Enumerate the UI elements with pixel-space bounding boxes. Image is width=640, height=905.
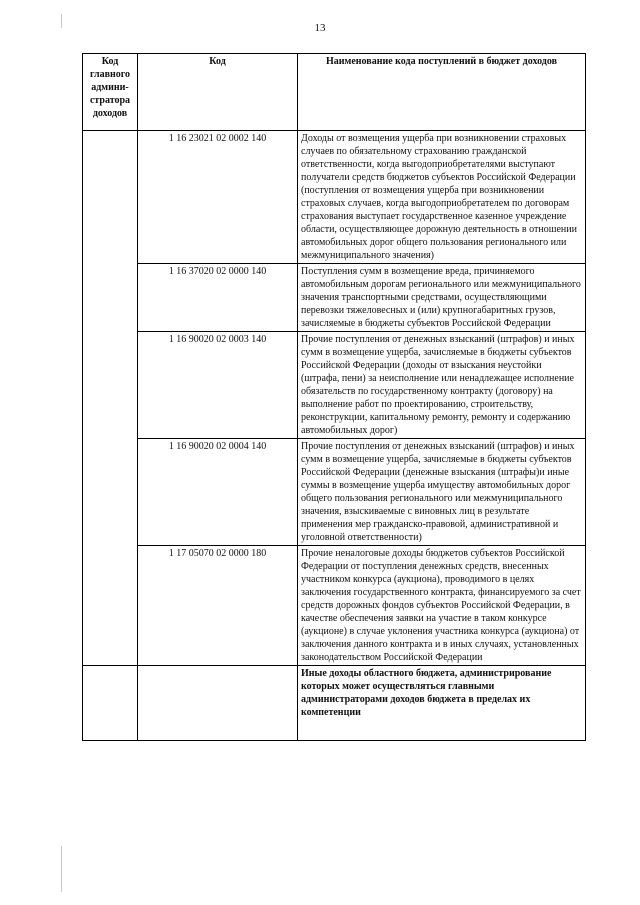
- admin-code-cell: [83, 131, 138, 666]
- page-number: 13: [314, 22, 326, 34]
- header-admin-code: Код главного админи-стратора доходов: [83, 54, 138, 131]
- revenue-name-cell: Поступления сумм в возмещение вреда, причиняемого автомобильным дорогам регионального или межмуниципального значения транспортными средствами, осуществляющими перевозки тяжеловесных и (или) крупногабаритных грузов, зачисляемые в бюджеты субъектов Российской Федерации: [298, 264, 586, 332]
- table-row: [83, 131, 586, 264]
- revenue-name-cell: Прочие неналоговые доходы бюджетов субъектов Российской Федерации от поступления денежных средств, внесенных участником конкурса (аукциона), проводимого в целях заключения государственного контракта, финансируемого за счет средств дорожных фондов субъектов Российской Федерации, в качестве обеспечения заявки на участие в таком конкурсе (аукционе) в случае уклонения участника конкурса (аукциона) от заключения данного контракта и в иных случаях, установленных законодательством Российской Федерации: [298, 546, 586, 666]
- revenue-name-cell: Прочие поступления от денежных взысканий (штрафов) и иных сумм в возмещение ущерба, зачисляемые в бюджеты субъектов Российской Федерации (денежные взыскания (штрафы)и иные суммы в возмещение ущерба имуществу автомобильных дорог общего пользования регионального или межмуниципального значения, взыскиваемые с виновных лиц в результате применения мер гражданско-правовой, административной и уголовной ответственности): [298, 439, 586, 546]
- revenue-code-cell: 1 16 23021 02 0002 140: [138, 131, 298, 264]
- revenue-codes-table: [82, 53, 586, 741]
- table-section-row: [83, 666, 586, 741]
- table-row: [83, 264, 586, 332]
- revenue-code-cell: 1 16 37020 02 0000 140: [138, 264, 298, 332]
- table-row: [83, 439, 586, 546]
- admin-code-cell: [83, 666, 138, 741]
- table-header-row: [83, 54, 586, 131]
- revenue-code-cell: 1 16 90020 02 0004 140: [138, 439, 298, 546]
- revenue-name-cell: Прочие поступления от денежных взысканий (штрафов) и иных сумм в возмещение ущерба, зачисляемые в бюджеты субъектов Российской Федерации (доходы от взыскания неустойки (штрафа, пени) за неисполнение или ненадлежащее исполнение обязательств по государственному контракту (договору) на выполнение работ по проектированию, строительству, реконструкции, капитальному ремонту, ремонту и содержанию автомобильных дорог): [298, 332, 586, 439]
- revenue-code-cell: 1 16 90020 02 0003 140: [138, 332, 298, 439]
- revenue-code-cell: [138, 666, 298, 741]
- scan-margin-mark: [61, 14, 62, 28]
- table-row: [83, 546, 586, 666]
- revenue-name-cell: Доходы от возмещения ущерба при возникновении страховых случаев по обязательному страхованию гражданской ответственности, когда выгодоприобретателями выступают получатели средств бюджетов субъектов Российской Федерации (поступления от возмещения ущерба при возникновении страховых случаев, когда выгодоприобретателем по договорам страхования выступает государственное казенное учреждение области, осуществляющее дорожную деятельность в отношении автомобильных дорог общего пользования регионального или межмуниципального значения): [298, 131, 586, 264]
- revenue-code-cell: 1 17 05070 02 0000 180: [138, 546, 298, 666]
- scan-margin-mark: [61, 846, 62, 892]
- header-name: Наименование кода поступлений в бюджет доходов: [298, 54, 586, 131]
- header-code: Код: [138, 54, 298, 131]
- table-row: [83, 332, 586, 439]
- section-heading-cell: Иные доходы областного бюджета, администрирование которых может осуществляться главными администраторами доходов бюджета в пределах их компетенции: [298, 666, 586, 741]
